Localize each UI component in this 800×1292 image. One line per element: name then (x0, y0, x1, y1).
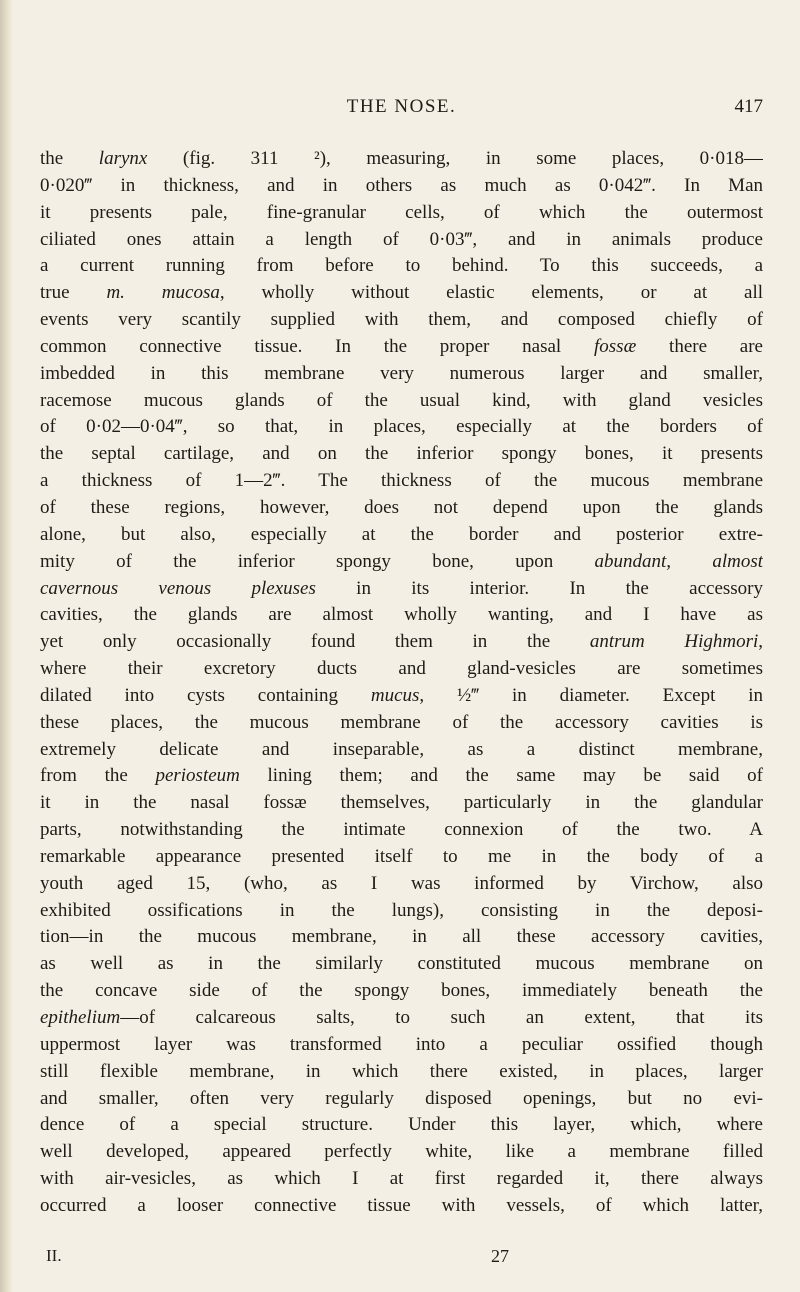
text-line: as well as in the similarly constituted mucous membrane on (40, 953, 763, 975)
text-line: imbedded in this membrane very numerous larger and smaller, (40, 362, 763, 384)
text-line: ciliated ones attain a length of 0·03‴, and in animals produce (40, 228, 763, 250)
text-line: cavities, the glands are almost wholly wanting, and I have as (40, 604, 763, 626)
text-line: remarkable appearance presented itself to me in the body of a (40, 845, 763, 867)
text-line: uppermost layer was transformed into a peculiar ossified though (40, 1033, 763, 1055)
text-line: yet only occasionally found them in the antrum Highmori, (40, 631, 763, 653)
text-line: youth aged 15, (who, as I was informed by Virchow, also (40, 872, 763, 894)
text-line: of these regions, however, does not depend upon the glands (40, 496, 763, 518)
text-line: a current running from before to behind. To this succeeds, a (40, 255, 763, 277)
signature-number: 27 (491, 1246, 509, 1266)
text-line: alone, but also, especially at the border and posterior extre- (40, 523, 763, 545)
page-edge-shadow (0, 0, 14, 1292)
text-line: it in the nasal fossæ themselves, particularly in the glandular (40, 792, 763, 814)
signature-mark: II. (46, 1246, 62, 1265)
running-title: THE NOSE. (346, 96, 457, 117)
text-line: from the periosteum lining them; and the same may be said of (40, 765, 763, 787)
page-footer (40, 1246, 763, 1272)
text-line: mity of the inferior spongy bone, upon abundant, almost (40, 550, 763, 572)
text-line: these places, the mucous membrane of the accessory cavities is (40, 711, 763, 733)
text-line: extremely delicate and inseparable, as a distinct membrane, (40, 738, 763, 760)
body-text (40, 146, 763, 1220)
text-line: dence of a special structure. Under this layer, which, where (40, 1114, 763, 1136)
text-line: and smaller, often very regularly disposed openings, but no evi- (40, 1087, 763, 1109)
page-number: 417 (734, 96, 763, 117)
text-line: events very scantily supplied with them, and composed chiefly of (40, 309, 763, 331)
text-line: racemose mucous glands of the usual kind, with gland vesicles (40, 389, 763, 411)
text-line: cavernous venous plexuses in its interior. In the accessory (40, 577, 763, 599)
text-line: a thickness of 1—2‴. The thickness of the mucous membrane (40, 470, 763, 492)
text-line: tion—in the mucous membrane, in all these accessory cavities, (40, 926, 763, 948)
text-line: true m. mucosa, wholly without elastic elements, or at all (40, 282, 763, 304)
text-line: parts, notwithstanding the intimate connexion of the two. A (40, 819, 763, 841)
text-line: occurred a looser connective tissue with vessels, of which latter, (40, 1194, 763, 1216)
text-line: of 0·02—0·04‴, so that, in places, especially at the borders of (40, 416, 763, 438)
text-line: still flexible membrane, in which there existed, in places, larger (40, 1060, 763, 1082)
text-line: with air-vesicles, as which I at first regarded it, there always (40, 1168, 763, 1190)
text-line: common connective tissue. In the proper nasal fossæ there are (40, 335, 763, 357)
text-line: dilated into cysts containing mucus, ½‴ in diameter. Except in (40, 684, 763, 706)
text-line: the septal cartilage, and on the inferior spongy bones, it presents (40, 443, 763, 465)
text-line: epithelium—of calcareous salts, to such an extent, that its (40, 1007, 763, 1028)
text-line: where their excretory ducts and gland-vesicles are sometimes (40, 658, 763, 680)
text-line: exhibited ossifications in the lungs), consisting in the deposi- (40, 899, 763, 921)
text-line: the concave side of the spongy bones, immediately beneath the (40, 980, 763, 1002)
page-header (40, 96, 763, 126)
text-line: the larynx (fig. 311 ²), measuring, in some places, 0·018— (40, 148, 763, 169)
text-line: well developed, appeared perfectly white, like a membrane filled (40, 1141, 763, 1163)
text-line: it presents pale, fine-granular cells, of which the outermost (40, 201, 763, 223)
text-line: 0·020‴ in thickness, and in others as much as 0·042‴. In Man (40, 174, 763, 196)
